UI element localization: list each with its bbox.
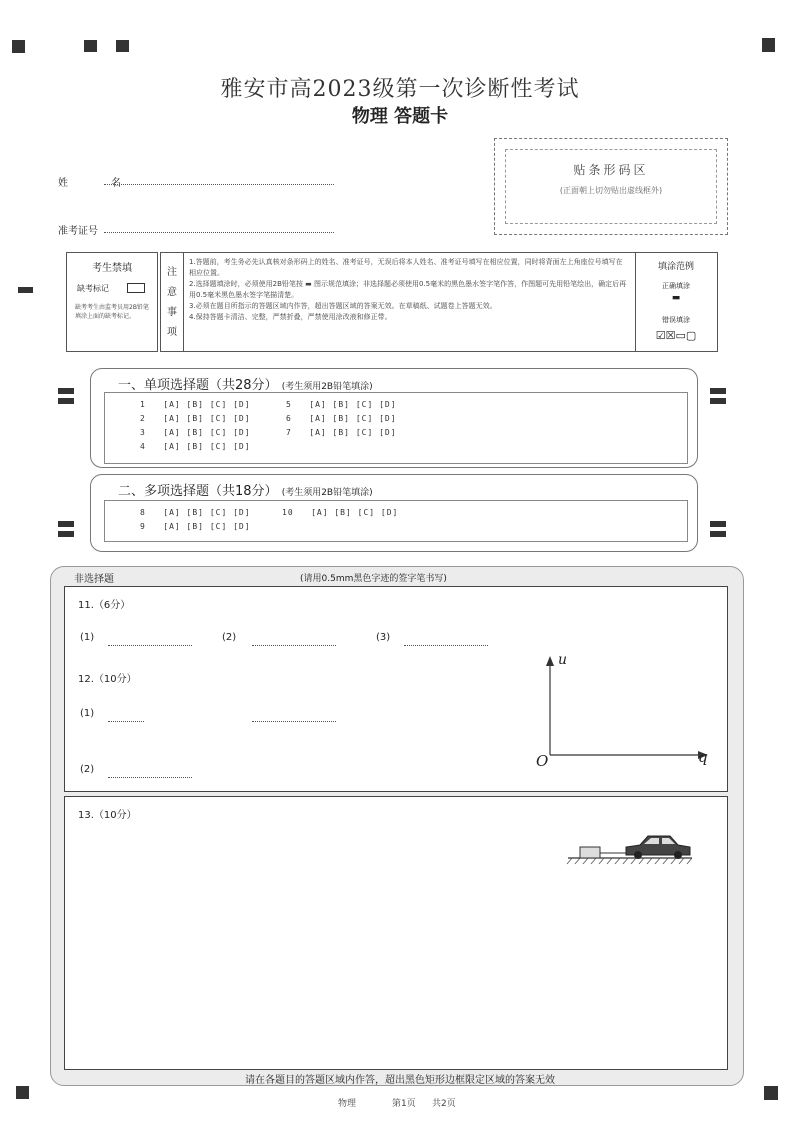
proctor-box	[66, 252, 158, 352]
q11-label: 11.（6分）	[78, 600, 131, 611]
notice-item-1: 1.答题前，考生务必先认真核对条形码上的姓名、准考证号，无误后将本人姓名、准考证号填写在相应位置，同时将背面左上角座位号填写在相应位置。	[189, 258, 623, 277]
timing-mark-left-1	[18, 287, 33, 293]
timing-mark-left-4	[58, 521, 74, 527]
timing-mark-top-2	[116, 40, 129, 52]
q4-options[interactable]: 4 [A] [B] [C] [D]	[140, 442, 251, 451]
barcode-title: 贴条形码区	[573, 163, 649, 177]
footer-subject: 物理	[338, 1099, 357, 1109]
graph-x-label: q	[698, 748, 708, 766]
name-field[interactable]	[104, 184, 334, 185]
q10-options[interactable]: 10 [A] [B] [C] [D]	[282, 508, 399, 517]
q12-blank1-label: (1)	[80, 708, 95, 719]
q1-options[interactable]: 1 [A] [B] [C] [D]	[140, 400, 251, 409]
proctor-box-title: 考生禁填	[92, 263, 132, 274]
exam-id-label: 准考证号	[58, 226, 98, 237]
q13-label: 13.（10分）	[78, 810, 137, 821]
fill-wrong-symbols: ☑☒▭▢	[655, 329, 697, 342]
notice-item-3: 3.必须在题目所指示的答题区域内作答，超出答题区域的答案无效。在草稿纸、试题卷上答题无效。	[189, 302, 497, 310]
timing-mark-left-3	[58, 398, 74, 404]
timing-mark-top-left	[12, 40, 25, 53]
timing-mark-left-5	[58, 531, 74, 537]
q12-blank2-label: (2)	[80, 764, 95, 775]
fill-wrong-label: 错误填涂	[662, 316, 690, 324]
q12-blank2[interactable]	[108, 777, 192, 778]
timing-mark-bottom-right	[764, 1086, 778, 1100]
q11-blank1[interactable]	[108, 645, 192, 646]
q11-blank1-label: (1)	[80, 632, 95, 643]
fill-correct-symbol: ▬	[671, 293, 681, 303]
proctor-note: 缺考考生由监考员用2B铅笔填涂上面的缺考标记。	[75, 304, 149, 320]
q11-blank2-label: (2)	[222, 632, 237, 643]
answer-sheet-subtitle: 物理 答题卡	[351, 106, 449, 127]
q9-options[interactable]: 9 [A] [B] [C] [D]	[140, 522, 251, 531]
absent-mark-label: 缺考标记	[77, 284, 109, 293]
barcode-subtitle: (正面朝上切勿贴出虚线框外)	[559, 186, 663, 195]
q7-options[interactable]: 7 [A] [B] [C] [D]	[286, 428, 397, 437]
barcode-area	[494, 138, 728, 235]
q12-blank1a[interactable]	[108, 721, 144, 722]
notice-item-4: 4.保持答题卡清洁、完整，严禁折叠，严禁使用涂改液和修正带。	[189, 313, 392, 321]
q2-options[interactable]: 2 [A] [B] [C] [D]	[140, 414, 251, 423]
notice-box	[160, 252, 718, 352]
exam-title: 雅安市高2023级第一次诊断性考试	[220, 77, 580, 102]
q6-options[interactable]: 6 [A] [B] [C] [D]	[286, 414, 397, 423]
graph-origin-label: O	[536, 752, 549, 770]
absent-mark-box[interactable]	[127, 283, 145, 293]
q12-label: 12.（10分）	[78, 674, 137, 685]
notice-label: 注意事项	[167, 267, 177, 338]
u-q-graph	[530, 650, 720, 775]
timing-mark-right-3	[710, 521, 726, 527]
exam-id-field[interactable]	[104, 232, 334, 233]
nonchoice-title: 非选择题	[74, 574, 114, 585]
name-label: 姓 名	[58, 178, 142, 189]
notice-list	[189, 257, 629, 323]
section1-title: 一、单项选择题（共28分） (考生须用2B铅笔填涂)	[114, 374, 377, 393]
answer-warning: 请在各题目的答题区域内作答，超出黑色矩形边框限定区域的答案无效	[245, 1075, 555, 1086]
section1-note: (考生须用2B铅笔填涂)	[281, 382, 373, 392]
timing-mark-right-4	[710, 531, 726, 537]
q8-options[interactable]: 8 [A] [B] [C] [D]	[140, 508, 251, 517]
timing-mark-right-1	[710, 388, 726, 394]
timing-mark-top-1	[84, 40, 97, 52]
q11-blank3[interactable]	[404, 645, 488, 646]
footer-total: 共2页	[432, 1099, 456, 1109]
q3-options[interactable]: 3 [A] [B] [C] [D]	[140, 428, 251, 437]
timing-mark-top-right	[762, 38, 775, 52]
graph-y-label: u	[558, 652, 568, 668]
q11-blank2[interactable]	[252, 645, 336, 646]
q12-blank1b[interactable]	[252, 721, 336, 722]
car-block-figure	[566, 828, 696, 868]
section2-options-box	[104, 500, 688, 542]
q5-options[interactable]: 5 [A] [B] [C] [D]	[286, 400, 397, 409]
q11-blank3-label: (3)	[376, 632, 391, 643]
nonchoice-note: (请用0.5mm黑色字迹的签字笔书写)	[300, 574, 447, 584]
timing-mark-left-2	[58, 388, 74, 394]
notice-item-2: 2.选择题填涂时，必须使用2B铅笔按 ▬ 图示规范填涂；非选择题必须使用0.5毫米的黑色墨水签字笔作答，作图题可先用铅笔绘出，确定后再用0.5毫米黑色墨水签字笔描清楚。	[189, 280, 627, 299]
fill-correct-label: 正确填涂	[662, 282, 690, 290]
timing-mark-bottom-left	[16, 1086, 29, 1099]
footer-page: 第1页	[392, 1099, 416, 1109]
fill-example-title: 填涂范例	[657, 262, 694, 272]
timing-mark-right-2	[710, 398, 726, 404]
section2-note: (考生须用2B铅笔填涂)	[281, 488, 373, 498]
section2-title: 二、多项选择题（共18分） (考生须用2B铅笔填涂)	[114, 480, 377, 499]
